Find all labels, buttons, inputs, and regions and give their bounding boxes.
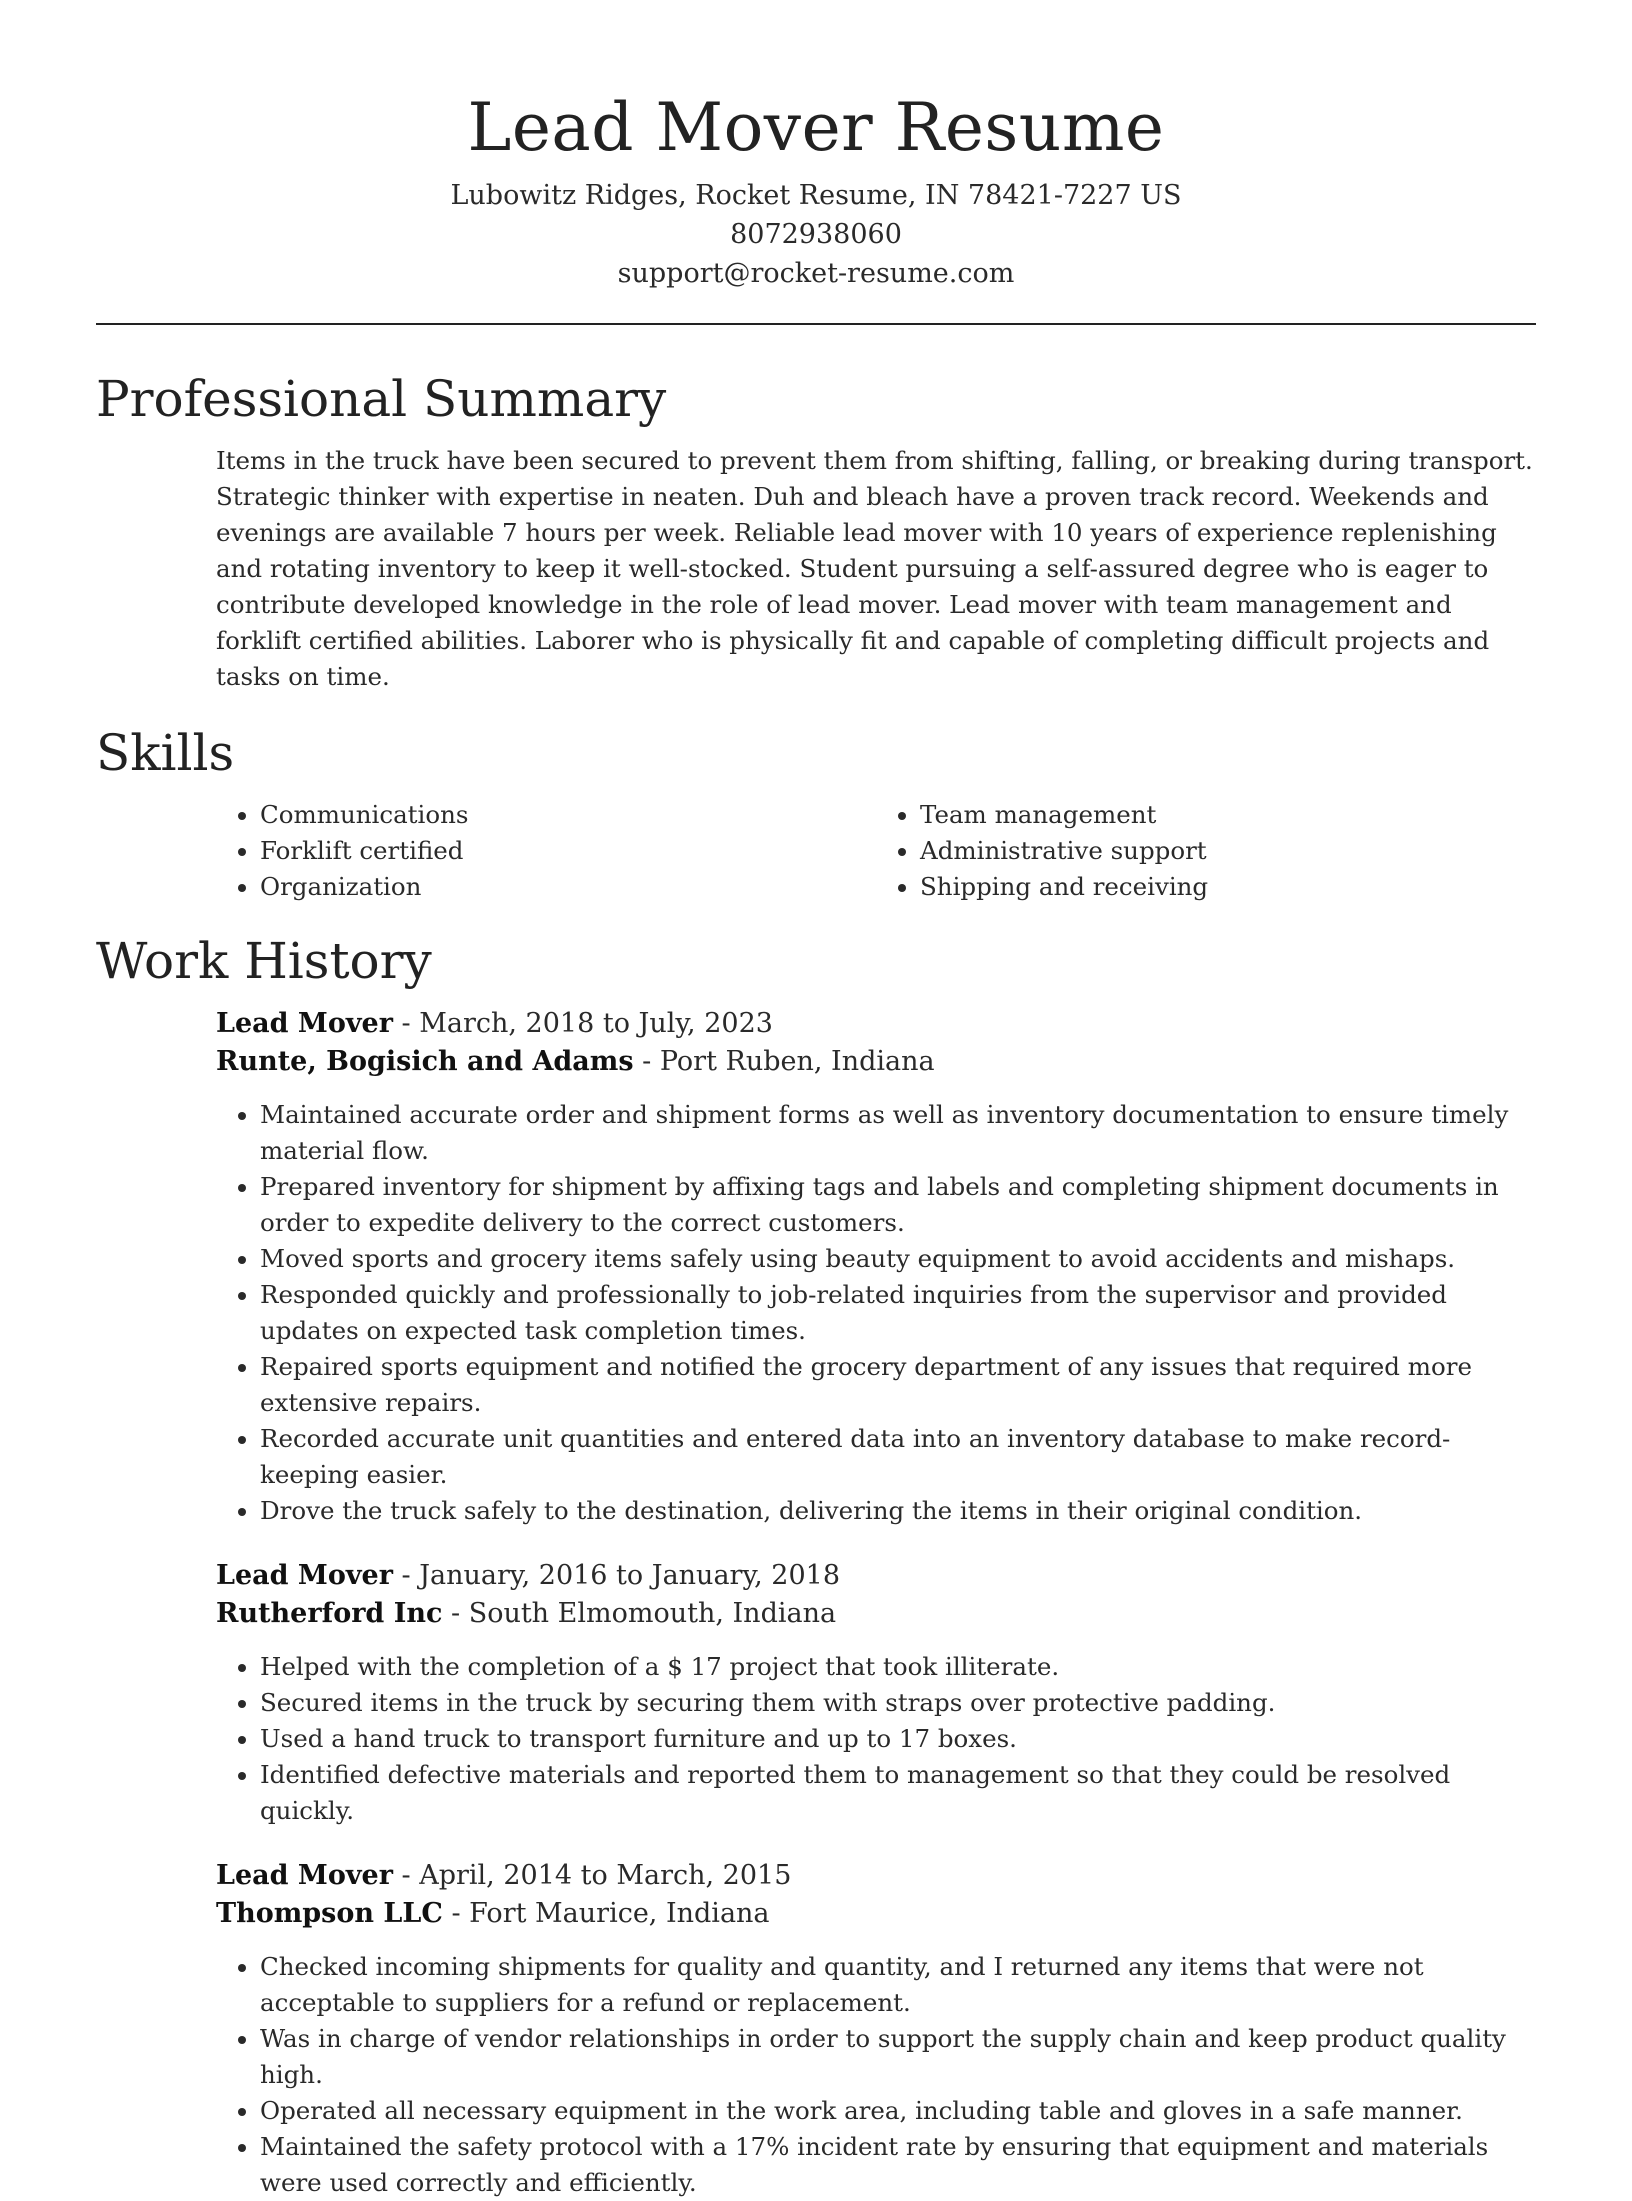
duty-item: • Used a hand truck to transport furniture and up to 17 boxes. xyxy=(260,1721,1536,1757)
skills-heading: Skills xyxy=(96,724,235,782)
job-role: Lead Mover xyxy=(216,1560,393,1591)
job-role: Lead Mover xyxy=(216,1860,393,1891)
job-role-line xyxy=(216,1857,1536,1895)
duty-item: • Was in charge of vendor relationships in order to support the supply chain and keep product quality high. xyxy=(260,2021,1536,2093)
contact-address: Lubowitz Ridges, Rocket Resume, IN 78421-7227 US xyxy=(450,180,1182,211)
job-location: - South Elmomouth, Indiana xyxy=(442,1598,837,1629)
duty-item: • Identified defective materials and reported them to management so that they could be resolved quickly. xyxy=(260,1757,1536,1829)
duty-item: • Operated all necessary equipment in the work area, including table and gloves in a safe manner. xyxy=(260,2093,1536,2129)
duty-item: • Recorded accurate unit quantities and entered data into an inventory database to make record-keeping easier. xyxy=(260,1421,1536,1493)
job-location: - Fort Maurice, Indiana xyxy=(442,1898,770,1929)
contact-phone: 8072938060 xyxy=(730,219,902,250)
job-role-line xyxy=(216,1557,1536,1595)
work-history-heading: Work History xyxy=(96,932,432,990)
job-company-line xyxy=(216,1043,1536,1081)
duty-item: • Repaired sports equipment and notified the grocery department of any issues that required more extensive repairs. xyxy=(260,1349,1536,1421)
job-company-line xyxy=(216,1595,1536,1633)
job-entry xyxy=(216,1557,1536,1829)
summary-text: Items in the truck have been secured to prevent them from shifting, falling, or breaking during transport. Strategic thinker with expertise in neaten. Duh and bleach have a proven track record. Weekends and evenings are available 7 hours per week. Reliable lead mover with 10 years of experience replenishing and rotating inventory to keep it well-stocked. Student pursuing a self-assured degree who is eager to contribute developed knowledge in the role of lead mover. Lead mover with team management and forklift certified abilities. Laborer who is physically fit and capable of completing difficult projects and tasks on time. xyxy=(216,446,1533,691)
skills-column-left xyxy=(216,797,876,905)
contact-info xyxy=(96,176,1536,293)
summary-heading: Professional Summary xyxy=(96,370,667,428)
job-entry xyxy=(216,1005,1536,1529)
job-dates: - March, 2018 to July, 2023 xyxy=(392,1008,773,1039)
duty-item: • Maintained accurate order and shipment forms as well as inventory documentation to ensure timely material flow. xyxy=(260,1097,1536,1169)
resume-header xyxy=(96,0,1536,293)
job-role: Lead Mover xyxy=(216,1008,393,1039)
header-divider xyxy=(96,323,1536,325)
skill-item: • Shipping and receiving xyxy=(920,869,1536,905)
skills-column-right xyxy=(876,797,1536,905)
job-entry xyxy=(216,1857,1536,2201)
job-company-line xyxy=(216,1895,1536,1933)
job-company: Rutherford Inc xyxy=(216,1598,443,1629)
job-company: Thompson LLC xyxy=(216,1898,443,1929)
job-duties xyxy=(216,1097,1536,1529)
duty-item: • Drove the truck safely to the destination, delivering the items in their original condition. xyxy=(260,1493,1536,1529)
duty-item: • Helped with the completion of a $ 17 project that took illiterate. xyxy=(260,1649,1536,1685)
job-location: - Port Ruben, Indiana xyxy=(633,1046,935,1077)
duty-item: • Checked incoming shipments for quality and quantity, and I returned any items that were not acceptable to suppliers for a refund or replacement. xyxy=(260,1949,1536,2021)
job-dates: - January, 2016 to January, 2018 xyxy=(392,1560,840,1591)
job-duties xyxy=(216,1949,1536,2201)
skill-item: • Communications xyxy=(260,797,876,833)
resume-title: Lead Mover Resume xyxy=(467,89,1165,166)
job-role-line xyxy=(216,1005,1536,1043)
duty-item: • Secured items in the truck by securing them with straps over protective padding. xyxy=(260,1685,1536,1721)
skills-list xyxy=(216,797,1536,905)
job-duties xyxy=(216,1649,1536,1829)
duty-item: • Responded quickly and professionally to job-related inquiries from the supervisor and provided updates on expected task completion times. xyxy=(260,1277,1536,1349)
skill-item: • Organization xyxy=(260,869,876,905)
resume-page xyxy=(96,0,1536,2201)
duty-item: • Moved sports and grocery items safely using beauty equipment to avoid accidents and mishaps. xyxy=(260,1241,1536,1277)
skill-item: • Team management xyxy=(920,797,1536,833)
contact-email: support@rocket-resume.com xyxy=(617,258,1015,289)
job-company: Runte, Bogisich and Adams xyxy=(216,1046,634,1077)
duty-item: • Prepared inventory for shipment by affixing tags and labels and completing shipment documents in order to expedite delivery to the correct customers. xyxy=(260,1169,1536,1241)
duty-item: • Maintained the safety protocol with a 17% incident rate by ensuring that equipment and materials were used correctly and efficiently. xyxy=(260,2129,1536,2201)
skill-item: • Administrative support xyxy=(920,833,1536,869)
job-dates: - April, 2014 to March, 2015 xyxy=(392,1860,792,1891)
skill-item: • Forklift certified xyxy=(260,833,876,869)
